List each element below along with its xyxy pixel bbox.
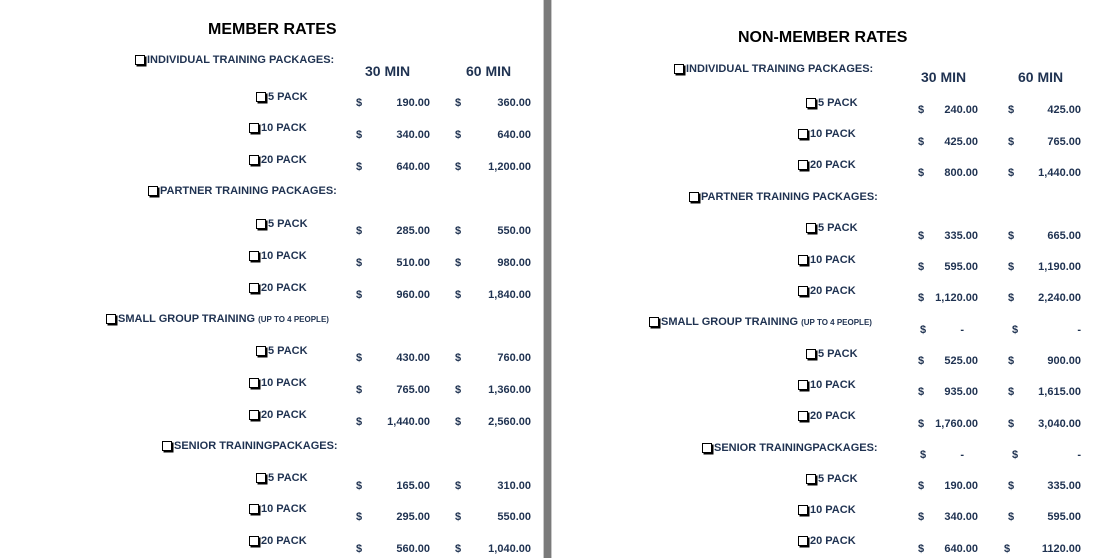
price-dollar-60: $ bbox=[455, 480, 462, 492]
price-dollar-60: $ bbox=[1008, 386, 1015, 398]
price-60: 1120.00 bbox=[1041, 543, 1081, 555]
price-30: 765.00 bbox=[396, 384, 430, 396]
price-dollar-30: $ bbox=[918, 543, 925, 555]
price-dollar-60: $ bbox=[1008, 292, 1015, 304]
category-label: PARTNER TRAINING PACKAGES: bbox=[160, 185, 337, 197]
price-dollar-60: $ bbox=[1008, 230, 1015, 242]
price-dollar-30: $ bbox=[918, 355, 925, 367]
price-dollar-30: $ bbox=[918, 386, 925, 398]
price-60: 2,240.00 bbox=[1038, 292, 1081, 304]
price-dollar-60: $ bbox=[455, 129, 462, 141]
price-30: 340.00 bbox=[944, 511, 978, 523]
price-dollar-30: $ bbox=[356, 289, 363, 301]
price-dollar-60: $ bbox=[1008, 167, 1015, 179]
checkbox-icon[interactable] bbox=[249, 536, 259, 546]
price-60: 1,440.00 bbox=[1038, 167, 1081, 179]
pack-item[interactable]: 20 PACK bbox=[249, 154, 307, 166]
checkbox-icon[interactable] bbox=[249, 378, 259, 388]
price-dollar-60: $ bbox=[455, 352, 462, 364]
price-30: 1,760.00 bbox=[935, 418, 978, 430]
member-category-individual[interactable] bbox=[135, 54, 334, 66]
checkbox-icon[interactable] bbox=[798, 286, 808, 296]
price-60: 1,190.00 bbox=[1038, 261, 1081, 273]
price-dollar-60: $ bbox=[1008, 511, 1015, 523]
price-dollar-30: $ bbox=[918, 104, 925, 116]
price-dollar-60: $ bbox=[455, 289, 462, 301]
price-60: 1,200.00 bbox=[488, 161, 531, 173]
price-60: 900.00 bbox=[1047, 355, 1081, 367]
price-30: 430.00 bbox=[396, 352, 430, 364]
pack-item[interactable]: 5 PACK bbox=[806, 222, 858, 234]
category-label: PARTNER TRAINING PACKAGES: bbox=[701, 191, 878, 203]
checkbox-icon[interactable] bbox=[798, 255, 808, 265]
member-category-partner[interactable] bbox=[148, 185, 337, 197]
checkbox-icon[interactable] bbox=[702, 443, 712, 453]
checkbox-icon[interactable] bbox=[249, 251, 259, 261]
member-rates-panel bbox=[0, 0, 544, 558]
checkbox-icon[interactable] bbox=[249, 504, 259, 514]
price-30: 640.00 bbox=[396, 161, 430, 173]
checkbox-icon[interactable] bbox=[798, 505, 808, 515]
price-dollar-30: $ bbox=[920, 324, 927, 336]
price-60: 1,040.00 bbox=[488, 543, 531, 555]
price-60: 980.00 bbox=[497, 257, 531, 269]
checkbox-icon[interactable] bbox=[162, 441, 172, 451]
price-60: 665.00 bbox=[1047, 230, 1081, 242]
price-dollar-30: $ bbox=[356, 384, 363, 396]
price-60: 765.00 bbox=[1047, 136, 1081, 148]
checkbox-icon[interactable] bbox=[256, 92, 266, 102]
price-30: 335.00 bbox=[944, 230, 978, 242]
nonmember-category-small-group[interactable] bbox=[649, 316, 872, 328]
price-30: 1,440.00 bbox=[387, 416, 430, 428]
nonmember-category-individual[interactable] bbox=[674, 63, 873, 75]
checkbox-icon[interactable] bbox=[798, 160, 808, 170]
price-30: 425.00 bbox=[944, 136, 978, 148]
price-30: 295.00 bbox=[396, 511, 430, 523]
price-30: 340.00 bbox=[396, 129, 430, 141]
pack-item[interactable]: 10 PACK bbox=[249, 122, 307, 134]
price-dollar-30: $ bbox=[920, 449, 927, 461]
checkbox-icon[interactable] bbox=[689, 192, 699, 202]
price-dollar-30: $ bbox=[356, 161, 363, 173]
checkbox-icon[interactable] bbox=[249, 410, 259, 420]
category-note: (UP TO 4 PEOPLE) bbox=[801, 317, 872, 327]
checkbox-icon[interactable] bbox=[256, 473, 266, 483]
pack-item[interactable]: 5 PACK bbox=[256, 91, 308, 103]
checkbox-icon[interactable] bbox=[249, 155, 259, 165]
category-note: (UP TO 4 PEOPLE) bbox=[258, 314, 329, 324]
price-dollar-30: $ bbox=[918, 418, 925, 430]
price-60: 595.00 bbox=[1047, 511, 1081, 523]
pack-item[interactable]: 20 PACK bbox=[798, 535, 856, 547]
nonmember-rates-panel bbox=[551, 0, 1097, 558]
checkbox-icon[interactable] bbox=[256, 219, 266, 229]
price-30: 595.00 bbox=[944, 261, 978, 273]
price-dollar-60: $ bbox=[1008, 104, 1015, 116]
pack-item[interactable]: 20 PACK bbox=[798, 410, 856, 422]
price-60: 2,560.00 bbox=[488, 416, 531, 428]
price-dollar-60: $ bbox=[1012, 324, 1019, 336]
price-dollar-30: $ bbox=[356, 129, 363, 141]
price-60: 310.00 bbox=[497, 480, 531, 492]
price-30: 935.00 bbox=[944, 386, 978, 398]
pack-item[interactable]: 20 PACK bbox=[249, 409, 307, 421]
nonmember-col-30-min: 30 MIN bbox=[921, 69, 967, 85]
price-30: 510.00 bbox=[396, 257, 430, 269]
price-dollar-30: $ bbox=[918, 261, 925, 273]
price-dollar-60: $ bbox=[1008, 261, 1015, 273]
checkbox-icon[interactable] bbox=[798, 536, 808, 546]
price-60: 640.00 bbox=[497, 129, 531, 141]
price-dollar-60: $ bbox=[1004, 543, 1011, 555]
price-dollar-60: $ bbox=[1008, 418, 1015, 430]
price-60: - bbox=[1077, 449, 1081, 461]
checkbox-icon[interactable] bbox=[806, 98, 816, 108]
pack-item[interactable]: 5 PACK bbox=[256, 218, 308, 230]
price-30: 1,120.00 bbox=[935, 292, 978, 304]
price-60: 425.00 bbox=[1047, 104, 1081, 116]
price-dollar-60: $ bbox=[1008, 136, 1015, 148]
price-30: 165.00 bbox=[396, 480, 430, 492]
price-dollar-30: $ bbox=[918, 230, 925, 242]
price-30: 640.00 bbox=[944, 543, 978, 555]
member-category-small-group[interactable] bbox=[106, 313, 329, 325]
checkbox-icon[interactable] bbox=[256, 346, 266, 356]
price-dollar-30: $ bbox=[918, 167, 925, 179]
pack-item[interactable]: 5 PACK bbox=[806, 473, 858, 485]
page-divider bbox=[544, 0, 551, 558]
price-dollar-30: $ bbox=[356, 352, 363, 364]
pack-item[interactable]: 20 PACK bbox=[249, 535, 307, 547]
pack-item[interactable]: 20 PACK bbox=[798, 285, 856, 297]
checkbox-icon[interactable] bbox=[649, 317, 659, 327]
price-dollar-60: $ bbox=[455, 543, 462, 555]
checkbox-icon[interactable] bbox=[249, 283, 259, 293]
nonmember-rates-title: NON-MEMBER RATES bbox=[738, 29, 908, 46]
checkbox-icon[interactable] bbox=[249, 123, 259, 133]
checkbox-icon[interactable] bbox=[806, 474, 816, 484]
price-30: 190.00 bbox=[396, 97, 430, 109]
price-60: 1,360.00 bbox=[488, 384, 531, 396]
price-30: 285.00 bbox=[396, 225, 430, 237]
pack-item[interactable]: 5 PACK bbox=[806, 348, 858, 360]
price-30: 800.00 bbox=[944, 167, 978, 179]
price-dollar-60: $ bbox=[455, 384, 462, 396]
pack-item[interactable]: 5 PACK bbox=[256, 472, 308, 484]
checkbox-icon[interactable] bbox=[135, 55, 145, 65]
price-60: 3,040.00 bbox=[1038, 418, 1081, 430]
member-col-60-min: 60 MIN bbox=[466, 63, 512, 79]
member-rates-title: MEMBER RATES bbox=[208, 21, 337, 38]
checkbox-icon[interactable] bbox=[674, 64, 684, 74]
price-dollar-30: $ bbox=[918, 511, 925, 523]
nonmember-category-senior[interactable] bbox=[702, 442, 878, 454]
checkbox-icon[interactable] bbox=[798, 411, 808, 421]
price-dollar-60: $ bbox=[1012, 449, 1019, 461]
price-dollar-30: $ bbox=[356, 257, 363, 269]
price-dollar-30: $ bbox=[356, 225, 363, 237]
price-60: 1,615.00 bbox=[1038, 386, 1081, 398]
pack-item[interactable]: 10 PACK bbox=[798, 379, 856, 391]
price-60: 1,840.00 bbox=[488, 289, 531, 301]
pack-item[interactable]: 10 PACK bbox=[798, 504, 856, 516]
checkbox-icon[interactable] bbox=[798, 380, 808, 390]
pack-item[interactable]: 5 PACK bbox=[806, 97, 858, 109]
pack-item[interactable]: 10 PACK bbox=[249, 377, 307, 389]
price-30: - bbox=[960, 324, 964, 336]
price-60: - bbox=[1077, 324, 1081, 336]
pack-item[interactable]: 10 PACK bbox=[249, 250, 307, 262]
checkbox-icon[interactable] bbox=[806, 223, 816, 233]
category-label: SMALL GROUP TRAINING bbox=[118, 313, 256, 325]
price-dollar-60: $ bbox=[455, 97, 462, 109]
price-dollar-30: $ bbox=[356, 543, 363, 555]
category-label: INDIVIDUAL TRAINING PACKAGES: bbox=[686, 63, 874, 75]
pack-item[interactable]: 10 PACK bbox=[798, 254, 856, 266]
price-dollar-30: $ bbox=[918, 136, 925, 148]
price-dollar-30: $ bbox=[356, 511, 363, 523]
price-dollar-60: $ bbox=[455, 416, 462, 428]
price-dollar-30: $ bbox=[356, 480, 363, 492]
price-30: 960.00 bbox=[396, 289, 430, 301]
category-label: SMALL GROUP TRAINING bbox=[661, 316, 799, 328]
price-60: 550.00 bbox=[497, 511, 531, 523]
price-30: 525.00 bbox=[944, 355, 978, 367]
checkbox-icon[interactable] bbox=[806, 349, 816, 359]
member-col-30-min: 30 MIN bbox=[365, 63, 411, 79]
pack-item[interactable]: 10 PACK bbox=[249, 503, 307, 515]
price-dollar-30: $ bbox=[918, 480, 925, 492]
price-30: 240.00 bbox=[944, 104, 978, 116]
pack-item[interactable]: 5 PACK bbox=[256, 345, 308, 357]
price-dollar-30: $ bbox=[918, 292, 925, 304]
category-label: INDIVIDUAL TRAINING PACKAGES: bbox=[147, 54, 335, 66]
member-category-senior[interactable] bbox=[162, 440, 338, 452]
price-60: 550.00 bbox=[497, 225, 531, 237]
price-dollar-60: $ bbox=[455, 225, 462, 237]
checkbox-icon[interactable] bbox=[798, 129, 808, 139]
price-30: - bbox=[960, 449, 964, 461]
price-dollar-60: $ bbox=[1008, 480, 1015, 492]
price-30: 560.00 bbox=[396, 543, 430, 555]
price-60: 760.00 bbox=[497, 352, 531, 364]
checkbox-icon[interactable] bbox=[148, 186, 158, 196]
checkbox-icon[interactable] bbox=[106, 314, 116, 324]
price-dollar-60: $ bbox=[455, 161, 462, 173]
price-dollar-30: $ bbox=[356, 97, 363, 109]
nonmember-category-partner[interactable] bbox=[689, 191, 878, 203]
category-label: SENIOR TRAININGPACKAGES: bbox=[714, 442, 878, 454]
price-60: 335.00 bbox=[1047, 480, 1081, 492]
price-dollar-60: $ bbox=[455, 511, 462, 523]
price-dollar-30: $ bbox=[356, 416, 363, 428]
pack-item[interactable]: 20 PACK bbox=[249, 282, 307, 294]
price-dollar-60: $ bbox=[1008, 355, 1015, 367]
category-label: SENIOR TRAININGPACKAGES: bbox=[174, 440, 338, 452]
pack-item[interactable]: 20 PACK bbox=[798, 159, 856, 171]
price-30: 190.00 bbox=[944, 480, 978, 492]
pack-item[interactable]: 10 PACK bbox=[798, 128, 856, 140]
price-60: 360.00 bbox=[497, 97, 531, 109]
nonmember-col-60-min: 60 MIN bbox=[1018, 69, 1064, 85]
price-dollar-60: $ bbox=[455, 257, 462, 269]
